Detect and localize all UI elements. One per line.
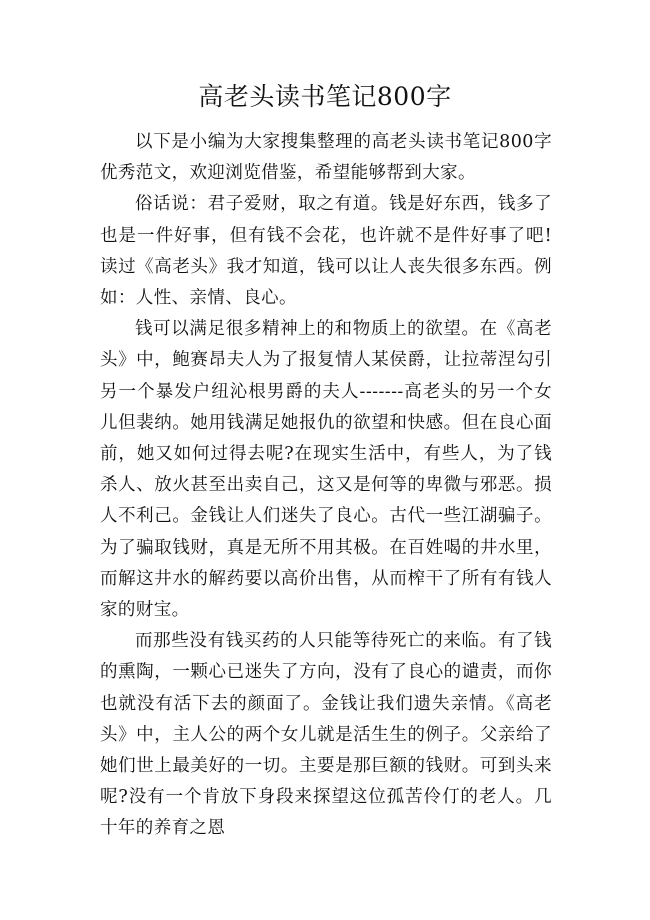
document-body [100,127,552,845]
paragraph-intro: 以下是小编为大家搜集整理的高老头读书笔记800字优秀范文，欢迎浏览借鉴，希望能够帮到大家。 [100,132,552,184]
paragraph-family-loss: 而那些没有钱买药的人只能等待死亡的来临。有了钱的熏陶，一颗心已迷失了方向，没有了良心的谴责，而你也就没有活下去的颜面了。金钱让我们遗失亲情。《高老头》中，主人公的两个女儿就是活生生的例子。父亲给了她们世上最美好的一切。主要是那巨额的钱财。可到头来呢?没有一个肯放下身段来探望这位孤苦伶仃的老人。几十年的养育之恩 [100,631,552,839]
document-title: 高老头读书笔记800字 [198,82,452,111]
paragraph-money-desire: 钱可以满足很多精神上的和物质上的欲望。在《高老头》中，鲍赛昂夫人为了报复情人某侯爵，让拉蒂涅勾引另一个暴发户纽沁根男爵的夫人-------高老头的另一个女儿但裴纳。她用钱满足她报仇的欲望和快感。但在良心面前，她又如何过得去呢?在现实生活中，有些人，为了钱杀人、放火甚至出卖自己，这又是何等的卑微与邪恶。损人不利己。金钱让人们迷失了良心。古代一些江湖骗子。为了骗取钱财，真是无所不用其极。在百姓喝的井水里，而解这井水的解药要以高价出售，从而榨干了所有有钱人家的财宝。 [100,319,552,621]
paragraph-proverb: 俗话说：君子爱财，取之有道。钱是好东西，钱多了也是一件好事，但有钱不会花，也许就不是件好事了吧!读过《高老头》我才知道，钱可以让人丧失很多东西。例如：人性、亲情、良心。 [100,194,552,309]
